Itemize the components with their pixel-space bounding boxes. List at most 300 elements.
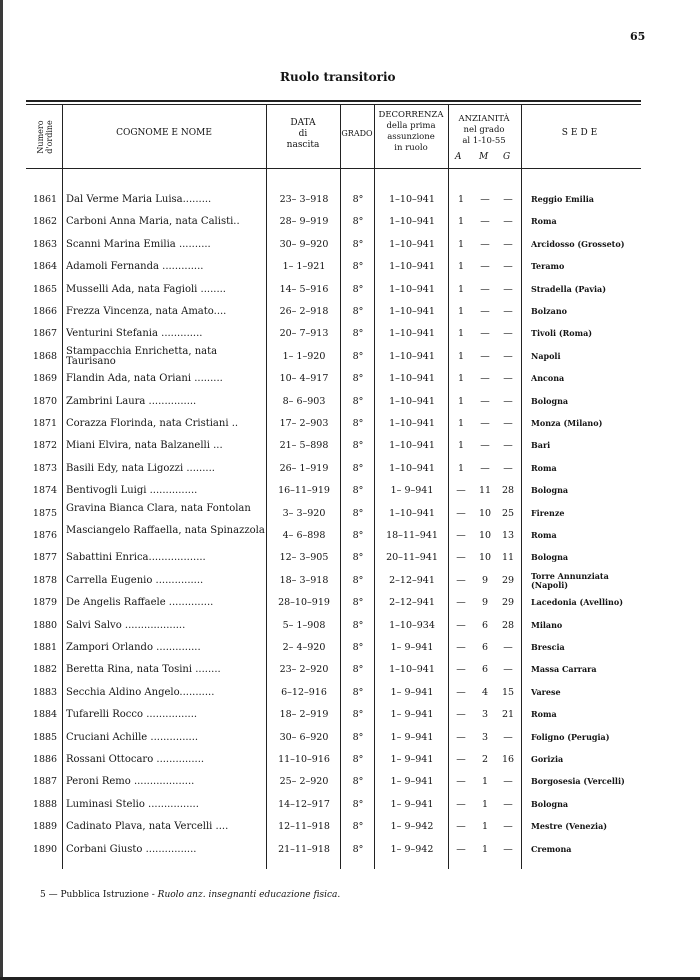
row-mesi: 10 [478,507,492,519]
row-mesi: 10 [478,552,492,564]
row-anni: 1 [457,395,465,407]
row-grade: 8° [352,686,364,698]
row-anni: — [456,843,466,855]
row-grade: 8° [352,395,364,407]
row-mesi: 6 [481,619,489,631]
row-grade: 8° [352,798,364,810]
table-row [0,548,700,570]
row-decorrenza: 1–10–941 [389,328,435,340]
header-grado: GRADO [341,129,373,138]
row-giorni: — [503,440,513,452]
table-row [0,459,700,481]
row-number: 1878 [32,574,58,586]
row-name: Corazza Florinda, nata Cristiani .. [66,418,239,429]
row-name: Venturini Stefania ............. [66,328,203,340]
row-birth-date: 26– 1–919 [279,462,329,474]
row-birth-date: 28–10–919 [278,597,330,609]
header-sede: SEDE [561,128,601,138]
row-grade: 8° [352,485,364,497]
row-grade: 8° [352,216,364,228]
row-anni: 1 [457,283,465,295]
row-mesi: 9 [481,574,489,586]
row-number: 1861 [32,194,58,205]
row-grade: 8° [352,507,364,519]
row-mesi: 3 [481,709,489,721]
row-decorrenza: 1–10–941 [389,216,435,228]
row-decorrenza: 1–10–934 [389,619,435,631]
row-birth-date: 8– 6–903 [282,395,326,407]
row-name: Flandin Ada, nata Oriani ......... [66,373,223,385]
row-anni: 1 [457,350,465,362]
row-decorrenza: 1–10–941 [389,261,435,273]
row-birth-date: 30– 6–920 [279,731,329,743]
row-name: Sabattini Enrica.................. [66,552,206,564]
row-anni: 1 [457,328,465,340]
row-decorrenza: 1–10–941 [389,507,435,519]
row-number: 1876 [32,530,58,541]
row-grade: 8° [352,328,364,340]
table-row [0,638,700,660]
row-mesi: 9 [481,597,489,609]
row-name: De Angelis Raffaele .............. [66,597,214,609]
row-number: 1868 [32,350,58,362]
row-grade: 8° [352,306,364,317]
row-sede: Gorizia [531,754,564,764]
row-birth-date: 3– 3–920 [282,507,326,519]
row-anni: — [456,821,466,833]
table-row [0,504,700,526]
row-number: 1883 [32,686,58,698]
row-number: 1879 [32,597,58,609]
row-birth-date: 5– 1–908 [282,619,326,631]
row-decorrenza: 1–10–941 [389,462,435,474]
row-number: 1880 [32,619,58,631]
row-mesi: — [480,395,490,407]
row-decorrenza: 1– 9–941 [390,754,434,765]
row-number: 1889 [32,821,58,833]
row-mesi: 11 [478,485,492,497]
row-anni: 1 [457,306,465,317]
row-sede: Brescia [531,642,565,652]
row-decorrenza: 18–11–941 [386,530,438,541]
row-decorrenza: 1– 9–941 [390,709,434,721]
row-birth-date: 1– 1–921 [282,261,326,273]
row-anni: 1 [457,373,465,385]
row-giorni: — [503,283,513,295]
row-giorni: 15 [501,686,515,698]
row-giorni: — [503,194,513,205]
row-giorni: 13 [501,530,515,541]
row-sede: Lacedonia (Avellino) [531,597,623,608]
row-birth-date: 25– 2–920 [279,776,329,788]
row-number: 1877 [32,552,58,564]
header-numero-ordine [20,112,70,162]
row-grade: 8° [352,619,364,631]
row-sede: Bolzano [531,306,568,316]
row-number: 1875 [32,507,58,519]
row-anni: 1 [457,216,465,228]
row-mesi: 1 [481,776,489,788]
row-number: 1881 [32,642,58,653]
row-mesi: 2 [481,754,489,765]
row-name: Musselli Ada, nata Fagioli ........ [66,283,226,295]
row-name: Zambrini Laura ............... [66,395,197,407]
table-row [0,212,700,234]
row-mesi: — [480,194,490,205]
row-anni: — [456,642,466,653]
row-anni: 1 [457,418,465,429]
row-anni: 1 [457,194,465,205]
row-decorrenza: 1– 9–942 [390,843,434,855]
header-giorni: G [503,152,511,162]
row-mesi: — [480,261,490,273]
row-decorrenza: 1– 9–941 [390,642,434,653]
row-birth-date: 21– 5–898 [279,440,329,452]
row-sede: Ancona [531,373,565,384]
table-row [0,392,700,414]
row-birth-date: 21–11–918 [278,843,330,855]
row-birth-date: 23– 3–918 [279,194,329,205]
row-name: Frezza Vincenza, nata Amato.... [66,306,227,317]
row-mesi: 10 [478,530,492,541]
row-grade: 8° [352,530,364,541]
row-sede: Bari [531,440,551,451]
row-anni: — [456,485,466,497]
row-anni: — [456,664,466,676]
row-anni: — [456,776,466,788]
row-decorrenza: 1–10–941 [389,418,435,429]
row-giorni: 28 [501,485,515,497]
row-sede: Firenze [531,507,565,518]
row-grade: 8° [352,843,364,855]
header-mesi: M [479,152,489,162]
row-birth-date: 18– 3–918 [279,574,329,586]
row-decorrenza: 1–10–941 [389,373,435,385]
row-grade: 8° [352,261,364,273]
row-decorrenza: 1–10–941 [389,194,435,205]
row-grade: 8° [352,194,364,205]
page-title: Ruolo transitorio [280,70,396,84]
row-mesi: 6 [481,664,489,676]
header-cognome-nome: COGNOME E NOME [116,128,212,138]
row-mesi: — [480,306,490,317]
row-birth-date: 28– 9–919 [279,216,329,228]
row-giorni: 28 [501,619,515,631]
table-row [0,280,700,302]
row-anni: 1 [457,440,465,452]
row-birth-date: 14– 5–916 [279,283,329,295]
row-decorrenza: 1– 9–941 [390,485,434,497]
row-grade: 8° [352,597,364,609]
row-giorni: — [503,328,513,340]
row-giorni: — [503,731,513,743]
row-mesi: — [480,440,490,452]
row-anni: — [456,597,466,609]
footnote-italic: Ruolo anz. insegnanti educazione fisica. [157,890,341,900]
table-row [0,369,700,391]
row-decorrenza: 1–10–941 [389,440,435,452]
row-mesi: — [480,462,490,474]
row-sede: Roma [531,709,557,720]
row-anni: — [456,686,466,698]
row-name: Zampori Orlando .............. [66,642,201,653]
row-giorni: — [503,306,513,317]
row-sede: Foligno (Perugia) [531,731,610,742]
row-giorni: 29 [501,597,515,609]
row-sede: Torre Annunziata (Napoli) [531,570,609,590]
row-number: 1872 [32,440,58,452]
table-top-rule [26,100,641,102]
row-sede: Roma [531,530,557,540]
row-grade: 8° [352,731,364,743]
row-giorni: — [503,642,513,653]
row-sede: Reggio Emilia [531,194,594,204]
row-name: Dal Verme Maria Luisa......... [66,194,212,205]
header-anni: A [455,152,462,162]
row-giorni: 16 [501,754,515,765]
row-decorrenza: 1– 9–941 [390,686,434,698]
row-mesi: — [480,350,490,362]
row-birth-date: 14–12–917 [278,798,330,810]
row-anni: — [456,798,466,810]
row-grade: 8° [352,350,364,362]
row-sede: Roma [531,462,557,473]
row-anni: — [456,552,466,564]
row-name: Salvi Salvo ................... [66,619,186,631]
row-name: Cadinato Plava, nata Vercelli .... [66,821,229,833]
row-number: 1865 [32,283,58,295]
row-giorni: — [503,395,513,407]
row-name: Luminasi Stelio ................ [66,798,199,810]
row-grade: 8° [352,664,364,676]
row-name: Carrella Eugenio ............... [66,574,204,586]
row-name: Corbani Giusto ................ [66,843,197,855]
row-birth-date: 16–11–919 [278,485,330,497]
table-row [0,347,700,369]
row-giorni: 11 [501,552,515,564]
row-birth-date: 20– 7–913 [279,328,329,340]
row-number: 1867 [32,328,58,340]
row-grade: 8° [352,373,364,385]
row-mesi: 1 [481,798,489,810]
row-sede: Bologna [531,798,569,809]
row-decorrenza: 1–10–941 [389,350,435,362]
row-sede: Stradella (Pavia) [531,283,607,294]
table-row [0,302,700,324]
table-row [0,683,700,705]
row-giorni: 29 [501,574,515,586]
row-sede: Massa Carrara [531,664,597,675]
row-anni: — [456,731,466,743]
row-mesi: 6 [481,642,489,653]
row-birth-date: 12– 3–905 [279,552,329,564]
row-name: Cruciani Achille ............... [66,731,199,743]
row-number: 1884 [32,709,58,721]
row-sede: Borgosesia (Vercelli) [531,776,625,787]
row-decorrenza: 2–12–941 [389,597,435,609]
row-name: Carboni Anna Maria, nata Calisti.. [66,216,240,228]
row-number: 1882 [32,664,58,676]
row-birth-date: 23– 2–920 [279,664,329,676]
row-giorni: — [503,216,513,228]
row-number: 1873 [32,462,58,474]
row-name: Gravina Bianca Clara, nata Fontolan [66,502,251,514]
row-name: Tufarelli Rocco ................ [66,709,198,721]
table-row [0,324,700,346]
row-giorni: — [503,776,513,788]
row-mesi: — [480,238,490,250]
row-anni: — [456,754,466,765]
row-sede: Mestre (Venezia) [531,821,608,832]
row-anni: — [456,619,466,631]
row-number: 1874 [32,485,58,497]
row-decorrenza: 1– 9–941 [390,798,434,810]
row-giorni: — [503,798,513,810]
table-row [0,705,700,727]
row-sede: Milano [531,619,563,630]
row-birth-date: 30– 9–920 [279,238,329,250]
row-mesi: 3 [481,731,489,743]
table-row [0,750,700,772]
header-decorrenza: DECORRENZA della prima assunzione in ruolo [378,110,444,153]
row-sede: Bologna [531,395,569,406]
row-number: 1890 [32,843,58,855]
row-grade: 8° [352,776,364,788]
footnote-prefix: 5 — Pubblica Istruzione - [40,890,158,900]
row-anni: — [456,574,466,586]
row-grade: 8° [352,642,364,653]
row-birth-date: 18– 2–919 [279,709,329,721]
row-sede: Arcidosso (Grosseto) [531,238,625,249]
row-sede: Teramo [531,261,565,272]
row-name: Peroni Remo ................... [66,776,195,788]
footnote [40,890,340,900]
row-decorrenza: 2–12–941 [389,574,435,586]
table-row [0,571,700,593]
row-number: 1885 [32,731,58,743]
row-sede: Bologna [531,485,569,496]
row-name: Scanni Marina Emilia .......... [66,238,211,250]
row-number: 1863 [32,238,58,250]
table-row [0,436,700,458]
row-giorni: 21 [501,709,515,721]
table-row [0,728,700,750]
row-mesi: 1 [481,821,489,833]
row-sede: Napoli [531,350,561,361]
row-decorrenza: 1– 9–941 [390,776,434,788]
table-row [0,616,700,638]
row-mesi: 4 [481,686,489,698]
row-birth-date: 26– 2–918 [279,306,329,317]
table-top-rule-thin [26,104,641,105]
row-decorrenza: 1–10–941 [389,395,435,407]
row-number: 1862 [32,216,58,228]
row-number: 1870 [32,395,58,407]
row-decorrenza: 20–11–941 [386,552,438,564]
row-sede: Roma [531,216,557,227]
page-number: 65 [630,30,646,43]
row-birth-date: 1– 1–920 [282,350,326,362]
row-number: 1864 [32,261,58,273]
row-name: Masciangelo Raffaella, nata Spinazzola [66,525,265,536]
row-anni: — [456,507,466,519]
row-giorni: — [503,238,513,250]
header-numero-label: Numero d'ordine [36,120,54,154]
row-grade: 8° [352,440,364,452]
row-giorni: — [503,350,513,362]
row-birth-date: 10– 4–917 [279,373,329,385]
table-row [0,190,700,212]
row-number: 1866 [32,306,58,317]
row-giorni: — [503,418,513,429]
row-giorni: — [503,821,513,833]
row-sede: Bologna [531,552,569,563]
table-row [0,660,700,682]
table-row [0,772,700,794]
row-anni: 1 [457,261,465,273]
row-sede: Monza (Milano) [531,418,603,428]
row-anni: 1 [457,238,465,250]
row-grade: 8° [352,462,364,474]
row-name: Adamoli Fernanda ............. [66,261,204,273]
row-birth-date: 6–12–916 [281,686,327,698]
row-birth-date: 12–11–918 [278,821,330,833]
row-number: 1886 [32,754,58,765]
row-name: Basili Edy, nata Ligozzi ......... [66,462,215,474]
row-decorrenza: 1–10–941 [389,664,435,676]
row-anni: — [456,530,466,541]
row-number: 1887 [32,776,58,788]
row-sede: Cremona [531,843,572,854]
row-giorni: — [503,373,513,385]
table-row [0,817,700,839]
row-anni: 1 [457,462,465,474]
table-row [0,840,700,862]
row-mesi: — [480,283,490,295]
row-sede: Tivoli (Roma) [531,328,593,339]
row-giorni: — [503,843,513,855]
row-name: Rossani Ottocaro ............... [66,754,205,765]
row-mesi: — [480,216,490,228]
row-name: Beretta Rina, nata Tosini ........ [66,664,221,676]
row-mesi: — [480,328,490,340]
row-decorrenza: 1–10–941 [389,283,435,295]
row-name: Stampacchia Enrichetta, nata Taurisano [66,345,218,367]
table-row [0,257,700,279]
row-giorni: — [503,261,513,273]
table-row [0,481,700,503]
row-decorrenza: 1– 9–941 [390,731,434,743]
row-grade: 8° [352,574,364,586]
row-mesi: — [480,373,490,385]
row-birth-date: 11–10–916 [278,754,330,765]
row-name: Bentivogli Luigi ............... [66,485,198,497]
row-grade: 8° [352,709,364,721]
row-name: Miani Elvira, nata Balzanelli ... [66,440,223,452]
row-decorrenza: 1– 9–942 [390,821,434,833]
row-name: Secchia Aldino Angelo........... [66,686,215,698]
row-giorni: 25 [501,507,515,519]
row-birth-date: 2– 4–920 [282,642,326,653]
row-anni: — [456,709,466,721]
table-row [0,414,700,436]
row-mesi: 1 [481,843,489,855]
row-sede: Varese [531,686,561,697]
row-decorrenza: 1–10–941 [389,306,435,317]
row-birth-date: 17– 2–903 [279,418,329,429]
table-row [0,526,700,548]
row-number: 1871 [32,418,58,429]
